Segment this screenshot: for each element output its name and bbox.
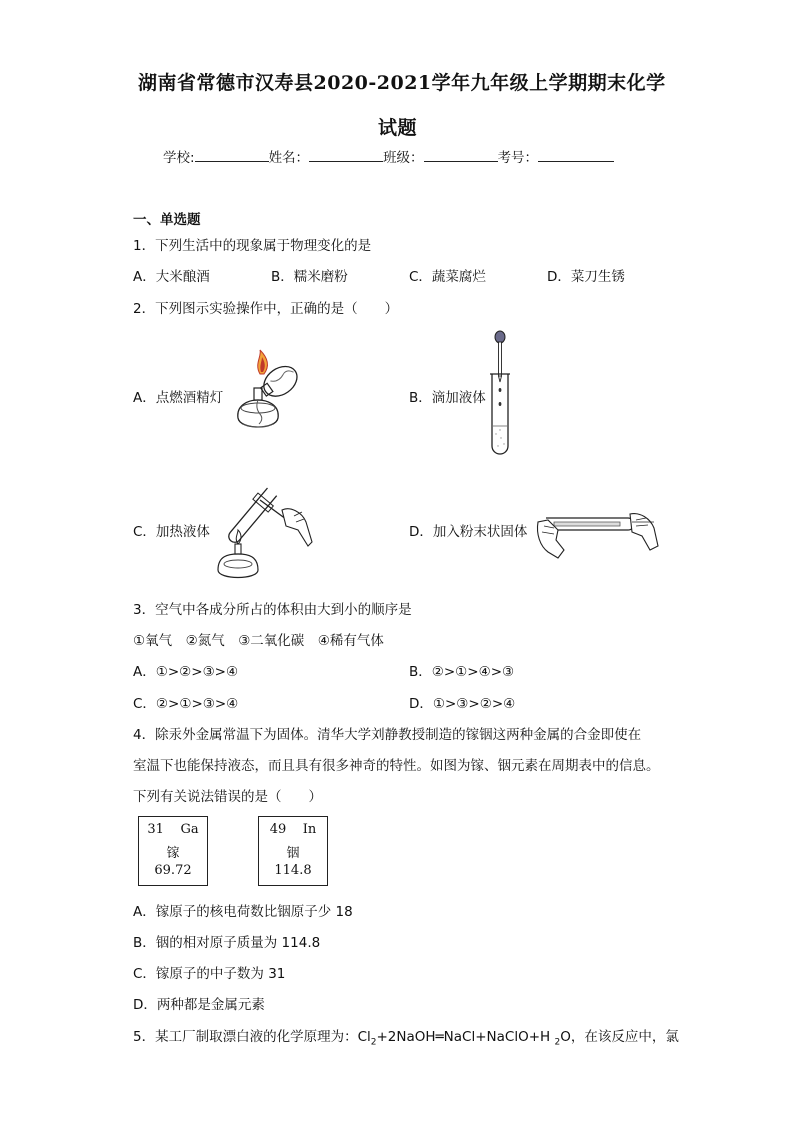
q1-option-b: B．糯米磨粉 [271,269,348,285]
exam-no-label: 考号： [497,150,539,166]
heating-liquid-illustration [212,482,316,582]
gallium-number: 31 [147,822,164,837]
indium-element-card [258,816,328,886]
q1-option-d: D．菜刀生锈 [547,269,625,285]
name-label: 姓名： [268,150,310,166]
name-blank[interactable] [309,149,383,162]
class-blank[interactable] [424,149,498,162]
q1-option-a: A．大米酿酒 [133,269,210,285]
q4-stem-line2: 室温下也能保持液态，而且具有很多神奇的特性。如图为镓、铟元素在周期表中的信息。 [133,758,660,774]
q5-stem: 5．某工厂制取漂白液的化学原理为：$Cl_2+2NaOH═NaCl+NaClO+H$ $_2$O，在该反应中，氯 [133,1029,679,1048]
q4-stem-line1: 4．除汞外金属常温下为固体。清华大学刘静教授制造的镓铟这两种金属的合金即使在 [133,727,642,743]
alcohol-lamp-lighting-illustration [224,348,308,438]
gallium-name: 镓 [166,846,180,861]
gallium-mass: 69.72 [154,863,192,878]
indium-mass: 114.8 [274,863,312,878]
page-title: 湖南省常德市汉寿县2020-2021学年九年级上学期期末化学 [138,72,666,94]
dropper-test-tube-illustration [488,330,512,456]
q4-option-d: D．两种都是金属元素 [133,997,265,1013]
gallium-element-card [138,816,208,886]
q1-stem: 1．下列生活中的现象属于物理变化的是 [133,238,372,254]
indium-name: 铟 [286,846,300,861]
adding-powder-illustration [536,500,660,562]
exam-no-blank[interactable] [538,149,614,162]
student-info-line [163,146,614,166]
q3-option-b: B．②>①>④>③ [409,664,515,680]
school-label: 学校: [163,150,195,166]
q3-option-c: C．②>①>③>④ [133,696,239,712]
q4-option-c: C．镓原子的中子数为 31 [133,966,286,982]
indium-symbol: In [302,822,317,837]
q3-stem: 3．空气中各成分所占的体积由大到小的顺序是 [133,602,412,618]
section-heading: 一、单选题 [133,212,201,228]
q3-items: ①氧气 ②氮气 ③二氧化碳 ④稀有气体 [133,633,384,649]
q2-option-d: D．加入粉末状固体 [409,524,528,540]
school-blank[interactable] [195,149,269,162]
q4-option-b: B．铟的相对原子质量为 114.8 [133,935,321,951]
class-label: 班级： [383,150,424,166]
q3-option-a: A．①>②>③>④ [133,664,239,680]
q2-option-c: C．加热液体 [133,524,210,540]
q4-option-a: A．镓原子的核电荷数比铟原子少 18 [133,904,353,920]
q4-stem-line3: 下列有关说法错误的是（ ） [133,789,322,805]
q1-option-c: C．蔬菜腐烂 [409,269,486,285]
indium-number: 49 [269,822,287,837]
q2-option-a: A．点燃酒精灯 [133,390,224,406]
page-title-line2: 试题 [378,117,418,139]
q2-stem: 2．下列图示实验操作中，正确的是（ ） [133,301,399,317]
gallium-symbol: Ga [180,822,199,837]
q3-option-d: D．①>③>②>④ [409,696,516,712]
q2-option-b: B．滴加液体 [409,390,486,406]
